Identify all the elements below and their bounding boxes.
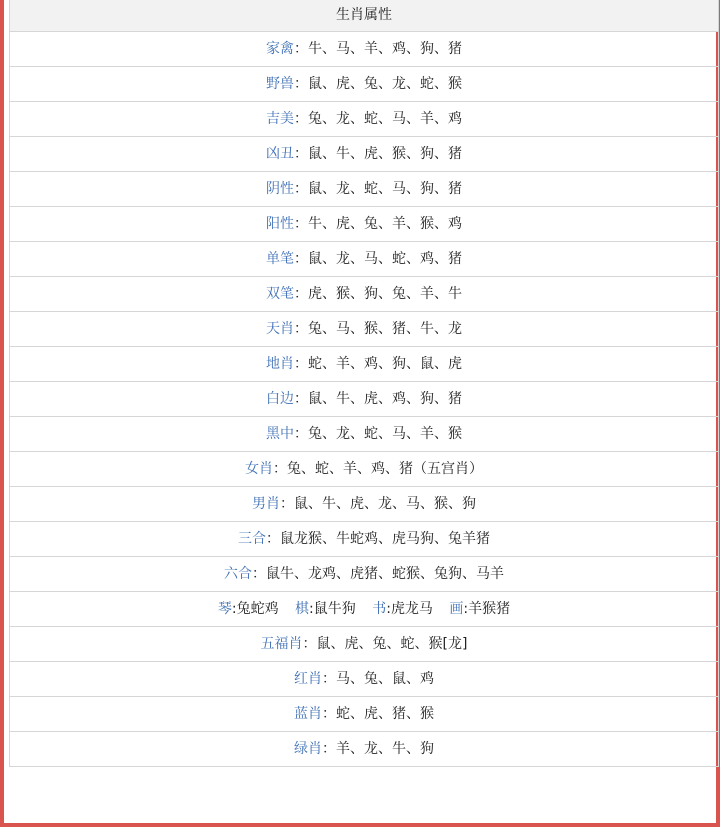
row-separator: ：	[302, 636, 317, 652]
table-row-qin-qi-shu-hua	[10, 592, 718, 627]
table-row	[10, 662, 718, 697]
row-value: 兔、龙、蛇、马、羊、鸡	[308, 111, 462, 127]
qin-group	[218, 601, 279, 617]
row-separator: ：	[294, 426, 308, 442]
qi-value: 鼠牛狗	[313, 601, 356, 617]
row-value: 鼠牛、龙鸡、虎猪、蛇猴、兔狗、马羊	[266, 566, 504, 582]
row-separator: ：	[322, 741, 336, 757]
row-separator: ：	[322, 706, 336, 722]
table-row	[10, 452, 718, 487]
row-label: 白边	[266, 391, 294, 407]
row-value: 蛇、羊、鸡、狗、鼠、虎	[308, 356, 462, 372]
table-row	[10, 137, 718, 172]
row-value: 鼠、牛、虎、猴、狗、猪	[308, 146, 462, 162]
row-label: 单笔	[266, 251, 294, 267]
row-label: 蓝肖	[294, 706, 322, 722]
table-row	[10, 172, 718, 207]
row-separator: ：	[294, 111, 308, 127]
row-separator: ：	[294, 286, 308, 302]
hua-separator: :	[463, 601, 469, 617]
row-value: 兔、蛇、羊、鸡、猪（五宫肖）	[287, 461, 483, 477]
hua-label: 画	[449, 601, 464, 617]
qin-label: 琴	[217, 601, 232, 617]
row-value: 鼠、牛、虎、龙、马、猴、狗	[294, 496, 476, 512]
row-label: 凶丑	[266, 146, 294, 162]
table-row	[10, 382, 718, 417]
table-row	[10, 102, 718, 137]
row-value: 马、兔、鼠、鸡	[336, 671, 434, 687]
row-separator: ：	[252, 566, 266, 582]
row-separator: ：	[294, 251, 308, 267]
qi-separator: :	[309, 601, 314, 617]
row-separator: ：	[294, 76, 308, 92]
row-value: 兔、龙、蛇、马、羊、猴	[308, 426, 462, 442]
row-separator: ：	[280, 496, 294, 512]
table-row	[10, 627, 718, 662]
row-separator: ：	[294, 146, 308, 162]
row-value: 蛇、虎、猪、猴	[336, 706, 434, 722]
row-separator: ：	[294, 181, 308, 197]
row-separator: ：	[294, 41, 308, 57]
qin-value: 兔蛇鸡	[236, 601, 279, 617]
row-value: 鼠龙猴、牛蛇鸡、虎马狗、兔羊猪	[280, 531, 490, 547]
table-row	[10, 417, 718, 452]
row-label: 家禽	[266, 41, 294, 57]
row-label: 天肖	[266, 321, 294, 337]
table-row	[10, 487, 718, 522]
row-label: 六合	[224, 566, 252, 582]
row-label: 阳性	[266, 216, 294, 232]
row-value: 兔、马、猴、猪、牛、龙	[308, 321, 462, 337]
row-separator: ：	[294, 356, 308, 372]
zodiac-attributes-table	[9, 0, 719, 767]
table-row	[10, 277, 718, 312]
row-value: 鼠、牛、虎、鸡、狗、猪	[308, 391, 462, 407]
row-label: 女肖	[245, 461, 273, 477]
row-separator: ：	[294, 321, 308, 337]
row-value: 羊、龙、牛、狗	[336, 741, 434, 757]
row-label: 野兽	[266, 76, 294, 92]
row-value: 鼠、虎、兔、龙、蛇、猴	[308, 76, 462, 92]
row-value: 虎、猴、狗、兔、羊、牛	[308, 286, 462, 302]
row-value: 牛、马、羊、鸡、狗、猪	[308, 41, 462, 57]
row-separator: ：	[294, 391, 308, 407]
table-row	[10, 32, 718, 67]
row-value: 鼠、龙、蛇、马、狗、猪	[308, 181, 462, 197]
shu-separator: :	[386, 601, 391, 617]
row-label: 五福肖	[260, 636, 303, 652]
row-label: 地肖	[266, 356, 294, 372]
table-row	[10, 312, 718, 347]
table-row	[10, 67, 718, 102]
table-header	[10, 0, 718, 32]
table-row	[10, 207, 718, 242]
row-label: 男肖	[252, 496, 280, 512]
table-title: 生肖属性	[336, 7, 392, 23]
row-label: 黑中	[266, 426, 294, 442]
hua-value: 羊猴猪	[468, 601, 511, 617]
row-separator: ：	[273, 461, 287, 477]
row-value: 鼠、虎、兔、蛇、猴[龙]	[316, 636, 468, 652]
table-row	[10, 522, 718, 557]
shu-group	[372, 601, 433, 617]
row-label: 吉美	[266, 111, 294, 127]
row-label: 绿肖	[294, 741, 322, 757]
qi-label: 棋	[295, 601, 310, 617]
table-row	[10, 242, 718, 277]
row-separator: ：	[266, 531, 280, 547]
row-label: 三合	[238, 531, 266, 547]
row-value: 鼠、龙、马、蛇、鸡、猪	[308, 251, 462, 267]
row-value: 牛、虎、兔、羊、猴、鸡	[308, 216, 462, 232]
row-separator: ：	[294, 216, 308, 232]
qi-group	[295, 601, 356, 617]
table-row	[10, 347, 718, 382]
qin-separator: :	[231, 601, 237, 617]
table-row	[10, 732, 718, 767]
row-label: 阴性	[266, 181, 294, 197]
row-label: 双笔	[266, 286, 294, 302]
row-separator: ：	[322, 671, 336, 687]
hua-group	[449, 601, 510, 617]
table-row	[10, 557, 718, 592]
shu-value: 虎龙马	[390, 601, 433, 617]
table-row	[10, 697, 718, 732]
row-label: 红肖	[294, 671, 322, 687]
shu-label: 书	[372, 601, 387, 617]
